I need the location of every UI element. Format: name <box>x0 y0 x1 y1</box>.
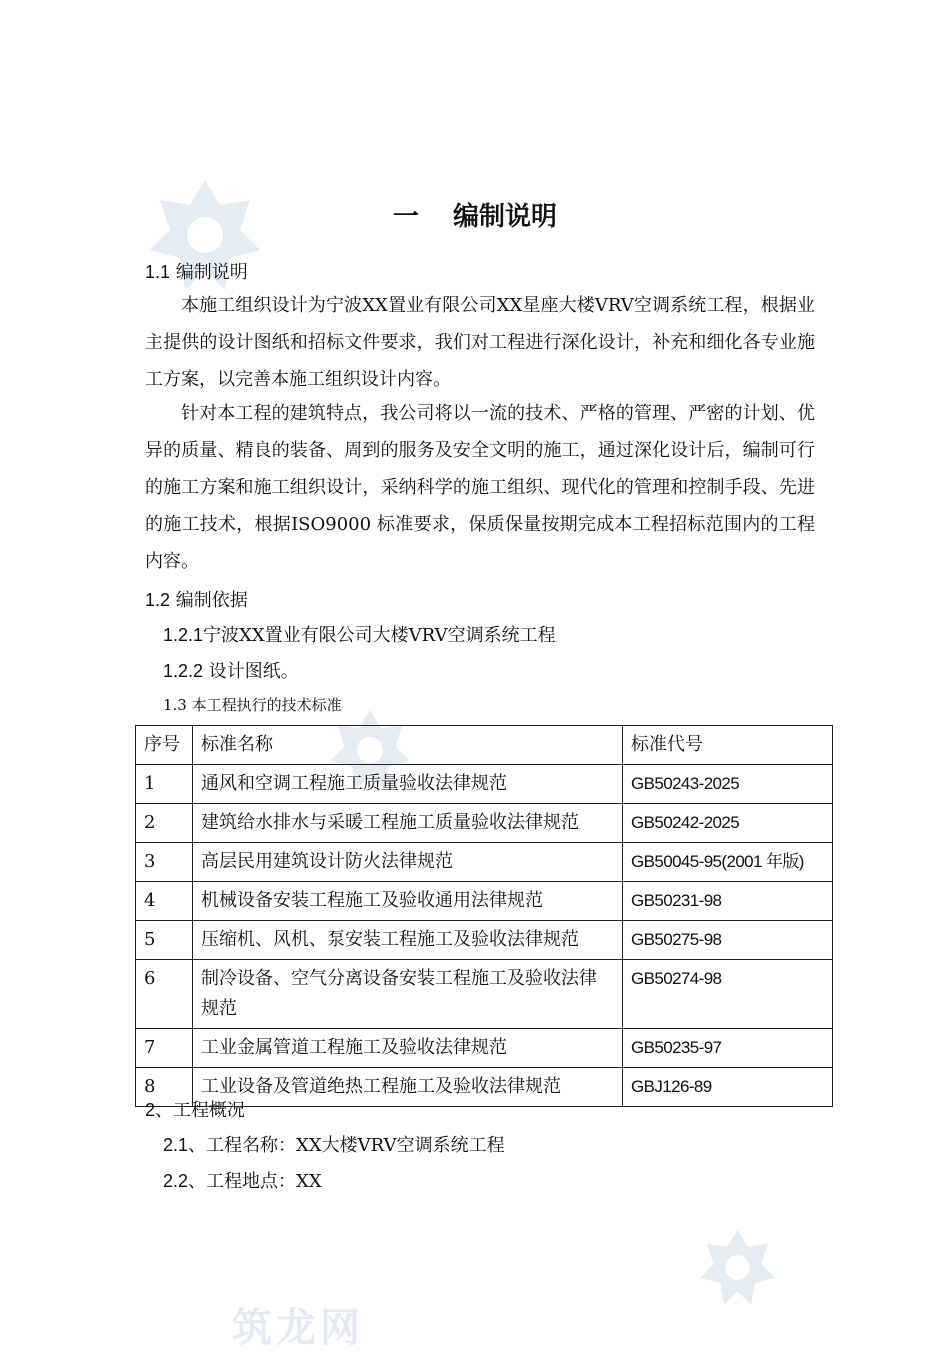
table-row <box>136 1029 833 1068</box>
cell-index: 8 <box>136 1068 193 1107</box>
table-row <box>136 921 833 960</box>
title-number: 一 <box>392 202 419 232</box>
section-1-1-heading <box>145 258 248 284</box>
cell-code: GBJ126-89 <box>623 1068 833 1107</box>
section-text: 、工程地点：XX <box>188 1171 322 1192</box>
section-number: 2.1 <box>163 1135 189 1155</box>
section-text: 、工程名称：XX大楼VRV空调系统工程 <box>188 1135 505 1156</box>
cell-name: 工业设备及管道绝热工程施工及验收法律规范 <box>193 1068 623 1107</box>
cell-name: 工业金属管道工程施工及验收法律规范 <box>193 1029 623 1068</box>
cell-code: GB50235-97 <box>623 1029 833 1068</box>
section-title: 编制说明 <box>175 262 248 283</box>
cell-code: GB50274-98 <box>623 960 833 1029</box>
header-cell: 序号 <box>136 726 193 765</box>
paragraph-2 <box>145 395 815 580</box>
cell-index: 3 <box>136 843 193 882</box>
cell-index: 5 <box>136 921 193 960</box>
paragraph-1 <box>145 287 815 398</box>
cell-index: 4 <box>136 882 193 921</box>
section-number: 1.2.2 <box>163 661 204 681</box>
section-title: 、工程概况 <box>155 1100 246 1121</box>
section-1-2-heading <box>145 586 248 612</box>
header-cell: 标准代号 <box>623 726 833 765</box>
cell-name: 通风和空调工程施工质量验收法律规范 <box>193 765 623 804</box>
table-row <box>136 765 833 804</box>
table-header-row <box>136 726 833 765</box>
cell-name: 机械设备安装工程施工及验收通用法律规范 <box>193 882 623 921</box>
section-number: 1.2.1 <box>163 625 204 645</box>
section-number: 2.2 <box>163 1171 189 1191</box>
cell-name: 压缩机、风机、泵安装工程施工及验收法律规范 <box>193 921 623 960</box>
cell-name: 建筑给水排水与采暖工程施工质量验收法律规范 <box>193 804 623 843</box>
section-text: 设计图纸。 <box>208 661 299 682</box>
header-cell: 标准名称 <box>193 726 623 765</box>
title-text: 编制说明 <box>453 202 558 232</box>
cell-index: 1 <box>136 765 193 804</box>
table-row <box>136 960 833 1029</box>
watermark-logo-bottom <box>700 1230 775 1305</box>
cell-index: 6 <box>136 960 193 1029</box>
cell-name: 高层民用建筑设计防火法律规范 <box>193 843 623 882</box>
table-row <box>136 804 833 843</box>
watermark-text: 筑龙网 <box>232 1304 364 1351</box>
cell-code: GB50243-2025 <box>623 765 833 804</box>
standards-table <box>135 725 833 1107</box>
section-text: 宁波XX置业有限公司大楼VRV空调系统工程 <box>203 625 556 646</box>
cell-index: 2 <box>136 804 193 843</box>
cell-name: 制冷设备、空气分离设备安装工程施工及验收法律规范 <box>193 960 623 1029</box>
table-row <box>136 882 833 921</box>
section-1-3-heading: 1.3 本工程执行的技术标准 <box>163 696 342 714</box>
page-title <box>0 196 950 233</box>
section-number: 2 <box>145 1100 156 1120</box>
section-1-2-2 <box>163 657 299 683</box>
section-1-2-1 <box>163 621 556 647</box>
paragraph-text: 本施工组织设计为宁波XX置业有限公司XX星座大楼VRV空调系统工程，根据业主提供的设计图纸和招标文件要求，我们对工程进行深化设计，补充和细化各专业施工方案，以完善本施工组织设计内容。 <box>145 295 815 390</box>
cell-code: GB50231-98 <box>623 882 833 921</box>
table-row <box>136 843 833 882</box>
cell-code: GB50045-95(2001 年版) <box>623 843 833 882</box>
cell-index: 7 <box>136 1029 193 1068</box>
section-number: 1.1 <box>145 262 171 282</box>
section-title: 编制依据 <box>175 590 248 611</box>
section-2-1 <box>163 1131 505 1157</box>
section-number: 1.2 <box>145 590 171 610</box>
paragraph-text: 针对本工程的建筑特点，我公司将以一流的技术、严格的管理、严密的计划、优异的质量、精良的装备、周到的服务及安全文明的施工，通过深化设计后，编制可行的施工方案和施工组织设计，采纳科学的施工组织、现代化的管理和控制手段、先进的施工技术，根据ISO9000 标准要求，保质保量按期完成本工程招标范围内的工程内容。 <box>145 403 815 572</box>
cell-code: GB50242-2025 <box>623 804 833 843</box>
section-2-2 <box>163 1167 322 1193</box>
cell-code: GB50275-98 <box>623 921 833 960</box>
section-2-heading <box>145 1096 245 1122</box>
